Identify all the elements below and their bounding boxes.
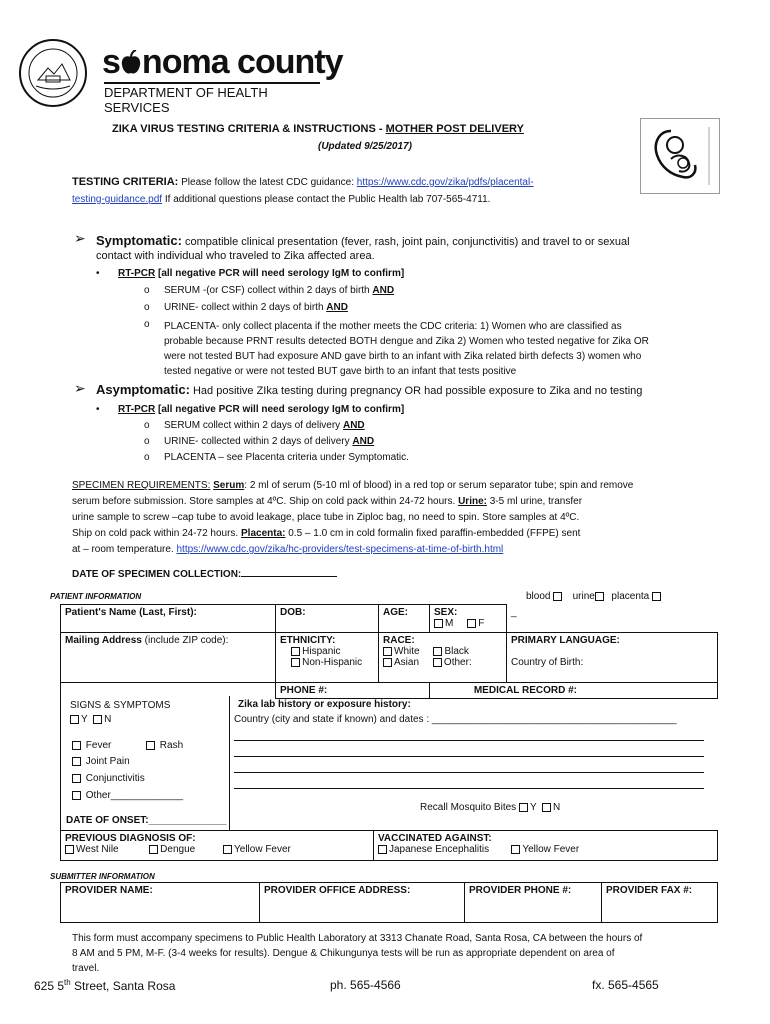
symptomatic-item: URINE- collect within 2 days of birth AND bbox=[164, 302, 348, 313]
signs-y-checkbox[interactable] bbox=[70, 715, 79, 724]
travel-history-label: Zika lab history or exposure history: bbox=[238, 699, 411, 710]
asymptomatic-rtpcr: RT-PCR [all negative PCR will need serology IgM to confirm] bbox=[118, 404, 405, 415]
specimen-requirements: SPECIMEN REQUIREMENTS: Serum: 2 ml of serum (5-10 ml of blood) in a red top or serum separator tube; spin and remove serum before submission. Store samples at 4ºC. Ship on cold pack within 24-72 hours. Urine: 3-5 ml urine, transfer urine sample to screw –cap tube to avoid leakage, place tube in Ziploc bag, no need to spin. Store samples at 4ºC. Ship on cold pack within 24-72 hours. Placenta: 0.5 – 1.0 cm in cold formalin fixed paraffin-embedded (FFPE) sent at – room temperature. https://www.cdc.gov/zika/hc-providers/test-specimens-at-time-of-birth.html bbox=[72, 480, 634, 555]
ethnicity-field: ETHNICITY: Hispanic Non-Hispanic bbox=[276, 633, 379, 683]
non-hispanic-checkbox[interactable] bbox=[291, 658, 300, 667]
collection-date-label: DATE OF SPECIMEN COLLECTION: bbox=[72, 566, 337, 580]
hispanic-checkbox[interactable] bbox=[291, 647, 300, 656]
age-field[interactable]: AGE: bbox=[379, 605, 430, 633]
onset-date[interactable]: DATE OF ONSET:______________ bbox=[66, 815, 227, 826]
brand-logo bbox=[102, 44, 343, 80]
submitter-table bbox=[60, 882, 718, 923]
signs-label: SIGNS & SYMPTOMS bbox=[70, 700, 171, 711]
dob-field[interactable]: DOB: bbox=[276, 605, 379, 633]
symptomatic-rtpcr: RT-PCR [all negative PCR will need serology IgM to confirm] bbox=[118, 268, 405, 279]
asian-checkbox[interactable] bbox=[383, 658, 392, 667]
patient-info-table: Patient's Name (Last, First): DOB: AGE: SEX: M F _ Mailing Address (include ZIP code): ETHNICITY: Hispanic Non-Hispanic RACE: White Black Asian Other: PRIMARY LANGUAGE: Country of Birth: PHONE #: MEDICAL RECORD #: bbox=[60, 604, 718, 699]
brand-prefix: s bbox=[102, 43, 120, 81]
footer-fax: fx. 565-4565 bbox=[592, 978, 659, 992]
submitter-info-label: SUBMITTER INFORMATION bbox=[50, 872, 155, 881]
diagnosis-table bbox=[60, 830, 718, 861]
japanese-encephalitis-checkbox[interactable] bbox=[378, 845, 387, 854]
testing-criteria: TESTING CRITERIA: Please follow the latest CDC guidance: https://www.cdc.gov/zika/pdfs/placental- testing-guidance.pdf If additional questions please contact the Public Health lab 707-565-4711. bbox=[72, 176, 534, 205]
signs-n-checkbox[interactable] bbox=[93, 715, 102, 724]
medical-record-field[interactable]: MEDICAL RECORD #: bbox=[430, 683, 718, 699]
race-field: RACE: White Black Asian Other: bbox=[379, 633, 507, 683]
sex-m-checkbox[interactable] bbox=[434, 619, 443, 628]
symptom-other: Other_____________ bbox=[72, 790, 183, 801]
footer-address: 625 5th Street, Santa Rosa bbox=[34, 978, 176, 993]
sex-f-checkbox[interactable] bbox=[467, 619, 476, 628]
sub-bullet: o bbox=[144, 319, 150, 330]
address-field[interactable]: Mailing Address (include ZIP code): bbox=[61, 633, 276, 683]
patient-info-label: PATIENT INFORMATION bbox=[50, 592, 142, 601]
patient-name-field[interactable]: Patient's Name (Last, First): bbox=[61, 605, 276, 633]
west-nile-checkbox[interactable] bbox=[65, 845, 74, 854]
signs-yn: Y N bbox=[70, 714, 111, 725]
bullet: • bbox=[96, 268, 100, 279]
placenta-checkbox[interactable] bbox=[652, 592, 661, 601]
joint-pain-checkbox[interactable] bbox=[72, 757, 81, 766]
rash-checkbox[interactable] bbox=[146, 741, 155, 750]
asymptomatic-item: PLACENTA – see Placenta criteria under Symptomatic. bbox=[164, 452, 409, 463]
fever-checkbox[interactable] bbox=[72, 741, 81, 750]
provider-name-field[interactable]: PROVIDER NAME: bbox=[61, 883, 260, 923]
footer-note: This form must accompany specimens to Public Health Laboratory at 3313 Chanate Road, Santa Rosa, CA between the hours of 8 AM and 5 PM, M-F. (3-4 weeks for results). Dengue & Chikungunya tests will be run as appropriate dependent on area of travel. bbox=[72, 933, 643, 974]
asymptomatic-desc: Asymptomatic: Had positive ZIka testing during pregnancy OR had possible exposure to Zika and no testing bbox=[96, 382, 643, 397]
cdc-specimen-link[interactable]: https://www.cdc.gov/zika/hc-providers/test-specimens-at-time-of-birth.html bbox=[176, 544, 504, 555]
previous-diagnosis: PREVIOUS DIAGNOSIS OF: West Nile Dengue Yellow Fever bbox=[61, 831, 374, 861]
provider-fax-field[interactable]: PROVIDER FAX #: bbox=[602, 883, 718, 923]
cdc-guidance-link[interactable]: https://www.cdc.gov/zika/pdfs/placental- bbox=[356, 177, 534, 188]
asymptomatic-arrow: ➢ bbox=[74, 380, 86, 396]
language-field[interactable]: PRIMARY LANGUAGE: Country of Birth: bbox=[507, 633, 718, 683]
sub-bullet: o bbox=[144, 285, 150, 296]
asymptomatic-item: URINE- collected within 2 days of delivery AND bbox=[164, 436, 375, 447]
collection-date-field[interactable] bbox=[241, 566, 337, 577]
sub-bullet: o bbox=[144, 420, 150, 431]
black-checkbox[interactable] bbox=[433, 647, 442, 656]
urine-checkbox[interactable] bbox=[595, 592, 604, 601]
blood-checkbox[interactable] bbox=[553, 592, 562, 601]
symptom-rash: Rash bbox=[146, 740, 183, 751]
symptomatic-desc-cont: contact with individual who traveled to Zika affected area. bbox=[96, 250, 375, 262]
mosquito-bites: Recall Mosquito Bites Y N bbox=[420, 802, 561, 813]
sex-field: SEX: M F bbox=[430, 605, 507, 633]
phone-field[interactable]: PHONE #: bbox=[276, 683, 430, 699]
asymptomatic-item: SERUM collect within 2 days of delivery AND bbox=[164, 420, 365, 431]
yellow-fever-diag-checkbox[interactable] bbox=[223, 845, 232, 854]
county-seal bbox=[18, 38, 88, 108]
symptomatic-item: PLACENTA- only collect placenta if the mother meets the CDC criteria: 1) Women who are classified as probable because PRNT results detected BOTH dengue and Zika 2) Women who tested negative for Zika OR were not tested BUT had exposure AND gave birth to an infant with Zika related birth defects 3) women who tested negative or were not tested BUT gave birth to an infant that tests positive bbox=[164, 321, 649, 377]
symptom-fever: Fever bbox=[72, 740, 111, 751]
mosquito-n-checkbox[interactable] bbox=[542, 803, 551, 812]
sub-bullet: o bbox=[144, 452, 150, 463]
cdc-guidance-link-cont[interactable]: testing-guidance.pdf bbox=[72, 194, 163, 205]
symptomatic-arrow: ➢ bbox=[74, 230, 86, 246]
symptom-conjunctivitis: Conjunctivitis bbox=[72, 773, 145, 784]
symptom-joint-pain: Joint Pain bbox=[72, 756, 130, 767]
brand-rest: noma county bbox=[141, 43, 343, 81]
bullet: • bbox=[96, 404, 100, 415]
conjunctivitis-checkbox[interactable] bbox=[72, 774, 81, 783]
symptomatic-item: SERUM -(or CSF) collect within 2 days of birth AND bbox=[164, 285, 395, 296]
sub-bullet: o bbox=[144, 302, 150, 313]
other-symptom-checkbox[interactable] bbox=[72, 791, 81, 800]
mother-child-image bbox=[640, 118, 720, 194]
footer-phone: ph. 565-4566 bbox=[330, 978, 401, 992]
travel-lines[interactable] bbox=[234, 728, 704, 792]
other-race-checkbox[interactable] bbox=[433, 658, 442, 667]
department-name: DEPARTMENT OF HEALTH SERVICES bbox=[104, 82, 320, 115]
mosquito-y-checkbox[interactable] bbox=[519, 803, 528, 812]
dengue-checkbox[interactable] bbox=[149, 845, 158, 854]
travel-country-field[interactable]: Country (city and state if known) and dates : ____________________________________________ bbox=[234, 714, 677, 725]
page-title: ZIKA VIRUS TESTING CRITERIA & INSTRUCTIONS - MOTHER POST DELIVERY bbox=[112, 123, 524, 135]
updated-date: (Updated 9/25/2017) bbox=[318, 141, 412, 152]
vaccinated-against: VACCINATED AGAINST: Japanese Encephalitis Yellow Fever bbox=[374, 831, 718, 861]
apple-icon bbox=[120, 47, 142, 71]
yellow-fever-vacc-checkbox[interactable] bbox=[511, 845, 520, 854]
provider-phone-field[interactable]: PROVIDER PHONE #: bbox=[465, 883, 602, 923]
white-checkbox[interactable] bbox=[383, 647, 392, 656]
symptomatic-desc: Symptomatic: compatible clinical presentation (fever, rash, joint pain, conjunctivitis) and travel to or sexual bbox=[96, 233, 630, 248]
sub-bullet: o bbox=[144, 436, 150, 447]
sample-types: blood urine placenta bbox=[526, 591, 663, 602]
provider-address-field[interactable]: PROVIDER OFFICE ADDRESS: bbox=[260, 883, 465, 923]
